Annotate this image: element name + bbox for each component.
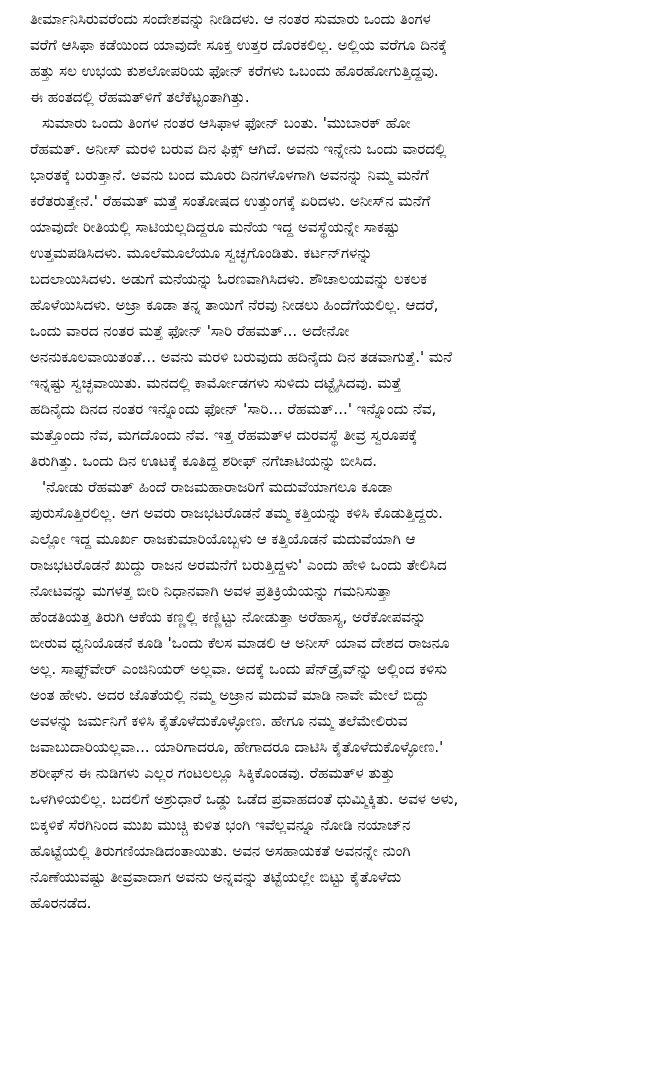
text-line: ಇನ್ನಷ್ಟು ಸ್ವಚ್ಛವಾಯಿತು. ಮನದಲ್ಲಿ ಕಾರ್ಮೋಡಗಳು ಸುಳಿದು ದಟ್ಟೈಸಿದವು. ಮತ್ತೆ bbox=[30, 374, 402, 392]
text-line: ಜವಾಬುದಾರಿಯಲ್ಲವಾ... ಯಾರಿಗಾದರೂ, ಹೇಗಾದರೂ ದಾಟಿಸಿ ಕೈತೊಳೆದುಕೊಳ್ಳೋಣ.' bbox=[30, 738, 444, 756]
text-line: ಹೊಟ್ಟೆಯಲ್ಲಿ ತಿರುಗಣಿಯಾಡಿದಂತಾಯಿತು. ಅವನ ಅಸಹಾಯಕತೆ ಅವನನ್ನೇ ನುಂಗಿ bbox=[30, 842, 411, 860]
text-line: ಎಲ್ಲೋ ಇದ್ದ ಮೂರ್ಖ ರಾಜಕುಮಾರಿಯೊಬ್ಬಳು ಆ ಕತ್ತಿಯೊಡನೆ ಮದುವೆಯಾಗಿ ಆ bbox=[30, 530, 416, 548]
text-line: ನೋಟವನ್ನು ಮಗಳತ್ತ ಬೀರಿ ನಿಧಾನವಾಗಿ ಅವಳ ಪ್ರತಿಕ್ರಿಯೆಯನ್ನು ಗಮನಿಸುತ್ತಾ bbox=[30, 582, 392, 600]
text-line: ಒಂದು ವಾರದ ನಂತರ ಮತ್ತೆ ಫೋನ್ 'ಸಾರಿ ರೆಹಮತ್... ಅದೇನೋ bbox=[30, 322, 350, 340]
paragraph-first-line: ಸುಮಾರು ಒಂದು ತಿಂಗಳ ನಂತರ ಆಸಿಫಾಳ ಫೋನ್ ಬಂತು. 'ಮುಬಾರಕ್ ಹೋ bbox=[42, 114, 411, 132]
text-line: ಬದಲಾಯಿಸಿದಳು. ಅಡುಗೆ ಮನೆಯನ್ನು ಓರಣವಾಗಿಸಿದಳು. ಶೌಚಾಲಯವನ್ನು ಲಕಲಕ bbox=[30, 270, 427, 288]
text-line: ಅವಳನ್ನು ಜರ್ಮನಿಗೆ ಕಳಿಸಿ ಕೈತೊಳೆದುಕೊಳ್ಳೋಣ. ಹೇಗೂ ನಮ್ಮ ತಲೆಮೇಲಿರುವ bbox=[30, 712, 408, 730]
text-line: ಭಾರತಕ್ಕೆ ಬರುತ್ತಾನೆ. ಅವನು ಬಂದ ಮೂರು ದಿನಗಳೊಳಗಾಗಿ ಅವನನ್ನು ನಿಮ್ಮ ಮನೆಗೆ bbox=[30, 166, 429, 184]
text-line: ಶರೀಫ್‌ನ ಈ ನುಡಿಗಳು ಎಲ್ಲರ ಗಂಟಲಲ್ಲೂ ಸಿಕ್ಕಿಕೊಂಡವು. ರೆಹಮತ್‌ಳ ತುತ್ತು bbox=[30, 764, 396, 782]
text-line: ಪುರುಸೊತ್ತಿರಲಿಲ್ಲ. ಆಗ ಅವರು ರಾಜಭಟರೊಡನೆ ತಮ್ಮ ಕತ್ತಿಯನ್ನು ಕಳಿಸಿ ಕೊಡುತ್ತಿದ್ದರು. bbox=[30, 504, 443, 522]
text-line: ಈ ಹಂತದಲ್ಲಿ ರೆಹಮತ್‌ಳಿಗೆ ತಲೆಕೆಟ್ಟಂತಾಗಿತ್ತು. bbox=[30, 88, 250, 106]
text-line: ಅನನುಕೂಲವಾಯಿತಂತೆ... ಅವನು ಮರಳಿ ಬರುವುದು ಹದಿನೈದು ದಿನ ತಡವಾಗುತ್ತೆ.' ಮನೆ bbox=[30, 348, 453, 366]
text-line: ಹೆಂಡತಿಯತ್ತ ತಿರುಗಿ ಆಕೆಯ ಕಣ್ಣಲ್ಲಿ ಕಣ್ಣಿಟ್ಟು ನೋಡುತ್ತಾ ಅರೆಹಾಸ್ಯ, ಅರೆಕೋಪವನ್ನು bbox=[30, 608, 427, 626]
text-line: ಅಲ್ಲ. ಸಾಫ್ಟ್‌ವೇರ್ ಎಂಜಿನಿಯರ್ ಅಲ್ಲವಾ. ಅದಕ್ಕೆ ಒಂದು ಪೆನ್‌ಡ್ರೈವ್‌ನ್ನು ಅಲ್ಲಿಂದ ಕಳಿಸು bbox=[30, 660, 448, 678]
text-line: ಬೀರುವ ಧ್ವನಿಯೊಡನೆ ಕೂಡಿ 'ಒಂದು ಕೆಲಸ ಮಾಡಲಿ ಆ ಅನೀಸ್ ಯಾವ ದೇಶದ ರಾಜನೂ bbox=[30, 634, 450, 652]
text-line: ತೀರ್ಮಾನಿಸಿರುವರೆಂದು ಸಂದೇಶವನ್ನು ನೀಡಿದಳು. ಆ ನಂತರ ಸುಮಾರು ಒಂದು ತಿಂಗಳ bbox=[30, 10, 431, 28]
text-line: ಹದಿನೈದು ದಿನದ ನಂತರ ಇನ್ನೊಂದು ಫೋನ್ 'ಸಾರಿ... ರೆಹಮತ್...' ಇನ್ನೊಂದು ನೆವ, bbox=[30, 400, 437, 418]
text-line: ರೆಹಮತ್. ಅನೀಸ್ ಮರಳಿ ಬರುವ ದಿನ ಫಿಕ್ಸ್ ಆಗಿದೆ. ಅವನು ಇನ್ನೇನು ಒಂದು ವಾರದಲ್ಲಿ bbox=[30, 140, 447, 158]
text-line: ಮತ್ತೊಂದು ನೆವ, ಮಗದೊಂದು ನೆವ. ಇತ್ತ ರೆಹಮತ್‌ಳ ದುರವಸ್ಥೆ ತೀವ್ರ ಸ್ವರೂಪಕ್ಕೆ bbox=[30, 426, 418, 444]
text-line: ವರೆಗೆ ಆಸಿಫಾ ಕಡೆಯಿಂದ ಯಾವುದೇ ಸೂಕ್ತ ಉತ್ತರ ದೊರಕಲಿಲ್ಲ. ಅಲ್ಲಿಯ ವರೆಗೂ ದಿನಕ್ಕೆ bbox=[30, 36, 448, 54]
text-line: ಅಂತ ಹೇಳು. ಅದರ ಜೊತೆಯಲ್ಲಿ ನಮ್ಮ ಅಜ್ರಾನ ಮದುವೆ ಮಾಡಿ ನಾವೇ ಮೇಲೆ ಬಿದ್ದು bbox=[30, 686, 429, 704]
text-line: ತಿರುಗಿತ್ತು. ಒಂದು ದಿನ ಊಟಕ್ಕೆ ಕೂತಿದ್ದ ಶರೀಫ್ ನಗೆಚಾಟಿಯನ್ನು ಬೀಸಿದ. bbox=[30, 452, 378, 470]
text-line: ಒಳಗಿಳಿಯಲಿಲ್ಲ. ಬದಲಿಗೆ ಅಶ್ರುಧಾರೆ ಒಡ್ಡು ಒಡೆದ ಪ್ರವಾಹದಂತೆ ಧುಮ್ಮಿಕ್ಕಿತು. ಅವಳ ಅಳು, bbox=[30, 790, 459, 808]
text-line: ಕರೆತರುತ್ತೇನೆ.' ರೆಹಮತ್ ಮತ್ತೆ ಸಂತೋಷದ ಉತ್ತುಂಗಕ್ಕೆ ಏರಿದಳು. ಅನೀಸ್‌ನ ಮನೆಗೆ bbox=[30, 192, 431, 210]
text-line: ಹೊಳೆಯಿಸಿದಳು. ಅಜ್ರಾ ಕೂಡಾ ತನ್ನ ತಾಯಿಗೆ ನೆರವು ನೀಡಲು ಹಿಂದೆಗೆಯಲಿಲ್ಲ. ಆದರೆ, bbox=[30, 296, 439, 314]
text-line: ರಾಜಭಟರೊಡನೆ ಖುದ್ದು ರಾಜನ ಅರಮನೆಗೆ ಬರುತ್ತಿದ್ದಳು' ಎಂದು ಹೇಳಿ ಒಂದು ತೇಲಿಸಿದ bbox=[30, 556, 447, 574]
text-line: ಯಾವುದೇ ರೀತಿಯಲ್ಲಿ ಸಾಟಿಯಲ್ಲದಿದ್ದರೂ ಮನೆಯ ಇದ್ದ ಅವಸ್ಥೆಯನ್ನೇ ಸಾಕಷ್ಟು bbox=[30, 218, 400, 236]
text-line: ಉತ್ತಮಪಡಿಸಿದಳು. ಮೂಲೆಮೂಲೆಯೂ ಸ್ವಚ್ಛಗೊಂಡಿತು. ಕರ್ಟನ್‌ಗಳನ್ನು bbox=[30, 244, 373, 262]
text-line: ಬಿಕ್ಕಳಿಕೆ ಸೆರಗಿನಿಂದ ಮುಖ ಮುಚ್ಚಿ ಕುಳಿತ ಭಂಗಿ ಇವೆಲ್ಲವನ್ನೂ ನೋಡಿ ನಯಾಜ್‌ನ bbox=[30, 816, 411, 834]
text-line: ನೊಣೆಯುವಷ್ಟು ತೀವ್ರವಾದಾಗ ಅವನು ಅನ್ನವನ್ನು ತಟ್ಟೆಯಲ್ಲೇ ಬಿಟ್ಟು ಕೈತೊಳೆದು bbox=[30, 868, 402, 886]
text-line: ಹೊರನಡೆದ. bbox=[30, 894, 92, 912]
paragraph-first-line: 'ನೋಡು ರೆಹಮತ್ ಹಿಂದೆ ರಾಜಮಹಾರಾಜರಿಗೆ ಮದುವೆಯಾಗಲೂ ಕೂಡಾ bbox=[42, 478, 393, 496]
text-line: ಹತ್ತು ಸಲ ಉಭಯ ಕುಶಲೋಪರಿಯ ಫೋನ್ ಕರೆಗಳು ಒಬಂದು ಹೊರಹೋಗುತ್ತಿದ್ದವು. bbox=[30, 62, 439, 80]
